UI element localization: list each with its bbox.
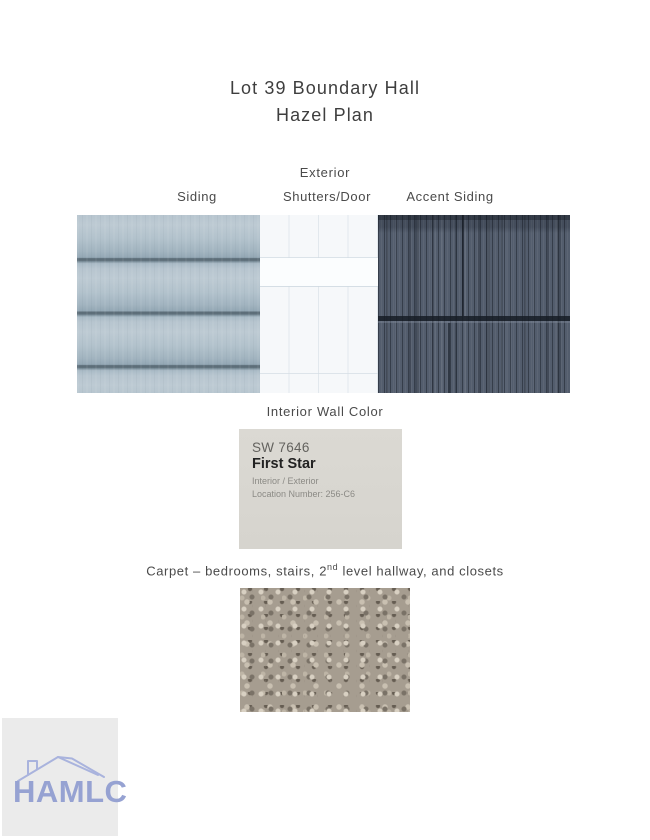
hamlc-logo (2, 718, 128, 836)
carpet-heading-superscript: nd (327, 562, 339, 572)
accent-siding-swatch (378, 215, 570, 393)
paint-location-number: Location Number: 256-C6 (252, 489, 356, 499)
carpet-heading (0, 562, 650, 578)
paint-code: SW 7646 (252, 440, 310, 455)
exterior-heading: Exterior (299, 165, 351, 180)
siding-swatch (77, 215, 260, 393)
shutters-door-label: Shutters/Door (282, 189, 372, 204)
carpet-heading-text: Carpet – bedrooms, stairs, 2 (146, 563, 328, 579)
carpet-heading-text-end: level hallway, and closets (338, 563, 504, 579)
paint-chip (239, 429, 402, 549)
paint-name: First Star (252, 456, 316, 472)
paint-usage: Interior / Exterior (252, 476, 319, 486)
shutters-door-swatch (260, 215, 378, 393)
hamlc-logo-text: HAMLC (13, 774, 128, 809)
interior-wall-color-heading: Interior Wall Color (266, 404, 384, 419)
accent-siding-label: Accent Siding (406, 189, 494, 204)
siding-label: Siding (177, 189, 217, 204)
carpet-swatch (240, 588, 410, 712)
plan-name: Hazel Plan (275, 105, 375, 125)
page-title: Lot 39 Boundary Hall (229, 78, 421, 98)
